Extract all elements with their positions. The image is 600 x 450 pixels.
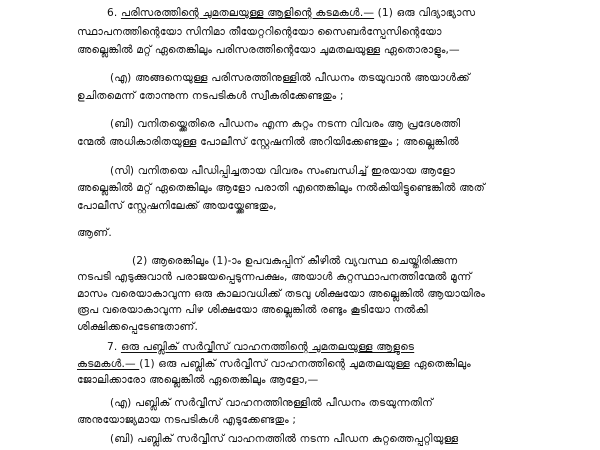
clause-6-b-line-1: (ബി) വനിതയ്ക്കെതിരെ പീഡനം എന്ന കുറ്റം നടന്ന വിവരം ആ പ്രദേശത്തി bbox=[110, 118, 461, 130]
clause-6-a-line-2: ഉചിതമെന്ന് തോന്നുന്ന നടപടികൾ സ്വീകരിക്കേണ്ടതും ; bbox=[77, 90, 344, 102]
section-6-heading-line bbox=[107, 6, 475, 20]
subsection-6-2-line-4: രൂപ വരെയാകാവുന്ന പിഴ ശിക്ഷയോ അല്ലെങ്കിൽ രണ്ടും കൂടിയോ നൽകി bbox=[77, 304, 428, 316]
section-7-heading: ഒരു പബ്ലിക് സർവ്വീസ് വാഹനത്തിന്റെ ചുമതലയുള്ള ആളുടെ bbox=[120, 341, 415, 353]
subsection-6-2-line-5: ശിക്ഷിക്കപ്പെടേണ്ടതാണ്. bbox=[77, 321, 199, 333]
subsection-6-2-line-3: മാസം വരെയാകാവുന്ന ഒരു കാലാവധിക്ക് തടവു ശിക്ഷയോ അല്ലെങ്കിൽ ആയായിരം bbox=[77, 288, 486, 300]
clause-7-a-line-1: (എ) പബ്ലിക് സർവ്വീസ് വാഹനത്തിനുള്ളിൽ പീഡനം തടയുന്നതിന് bbox=[110, 397, 433, 409]
clause-6-b-line-2: ന്മേൽ അധികാരിതയുള്ള പോലീസ് സ്റ്റേഷനിൽ അറിയിക്കേണ്ടതും ; അല്ലെങ്കിൽ bbox=[77, 136, 459, 148]
clause-6-a-line-1: (എ) അങ്ങനെയുള്ള പരിസരത്തിനുള്ളിൽ പീഡനം തടയുവാൻ അയാൾക്ക് bbox=[110, 72, 470, 84]
section-7-intro-line-3 bbox=[77, 373, 318, 387]
section-7-number: 7. bbox=[107, 341, 121, 353]
clause-6-closing: ആണ്. bbox=[77, 227, 112, 239]
section-6-number: 6. bbox=[107, 7, 118, 19]
clause-6-c-line-1: (സി) വനിതയെ പീഡിപ്പിച്ചതായ വിവരം സംബന്ധിച്ച് ഇരയായ ആളോ bbox=[110, 165, 456, 177]
section-7-intro-cont: ജോലിക്കാരോ അല്ലെങ്കിൽ ഏതെങ്കിലും ആളോ,— bbox=[77, 374, 319, 386]
subsection-6-2-line-1: (2) ആരെങ്കിലും (1)-ാം ഉപവകുപ്പിന് കീഴിൽ വ്യവസ്ഥ ചെയ്തിരിക്കുന്ന bbox=[132, 255, 458, 267]
section-7-heading-line-1 bbox=[107, 340, 414, 354]
section-6-heading: പരിസരത്തിന്റെ ചുമതലയുള്ള ആളിന്റെ കടമകൾ.— bbox=[120, 7, 375, 19]
section-6-intro-line-3: അല്ലെങ്കിൽ മറ്റ് ഏതെങ്കിലും പരിസരത്തിന്റെയോ ചുമതലയുള്ള ഏതൊരാളും,— bbox=[77, 44, 460, 56]
section-6-intro-line-2: സ്ഥാപനത്തിന്റെയോ സിനിമാ തീയേറ്ററിന്റെയോ സൈബർസ്പേസിന്റെയോ bbox=[77, 26, 442, 38]
clause-6-c-line-2: അല്ലെങ്കിൽ മറ്റ് ഏതെങ്കിലും ആളോ പരാതി എന്തെങ്കിലും നൽകിയിട്ടുണ്ടെങ്കിൽ അത് bbox=[77, 182, 485, 194]
section-7-heading-cont: കടമകൾ.— bbox=[77, 358, 140, 370]
clause-7-b-line-1: (ബി) പബ്ലിക് സർവ്വീസ് വാഹനത്തിൽ നടന്ന പീഡന കുറ്റത്തെപ്പറ്റിയുള്ള bbox=[110, 433, 459, 445]
clause-6-c-line-3: പോലീസ് സ്റ്റേഷനിലേക്ക് അയയ്ക്കേണ്ടതും, bbox=[77, 200, 277, 212]
clause-7-a-line-2: അനുയോജ്യമായ നടപടികൾ എടുക്കേണ്ടതും ; bbox=[77, 414, 297, 426]
section-7-intro-start: (1) ഒരു പബ്ലിക് സർവ്വീസ് വാഹനത്തിന്റെ ചുമതലയുള്ള ഏതെങ്കിലും bbox=[139, 358, 471, 370]
section-6-intro-start: (1) ഒരു വിദ്യാഭ്യാസ bbox=[377, 7, 476, 19]
section-7-heading-line-2 bbox=[77, 357, 471, 371]
subsection-6-2-line-2: നടപടി എടുക്കുവാൻ പരാജയപ്പെടുന്നപക്ഷം, അയാൾ കുറ്റസ്ഥാപനത്തിന്മേൽ മൂന്ന് bbox=[77, 271, 472, 283]
